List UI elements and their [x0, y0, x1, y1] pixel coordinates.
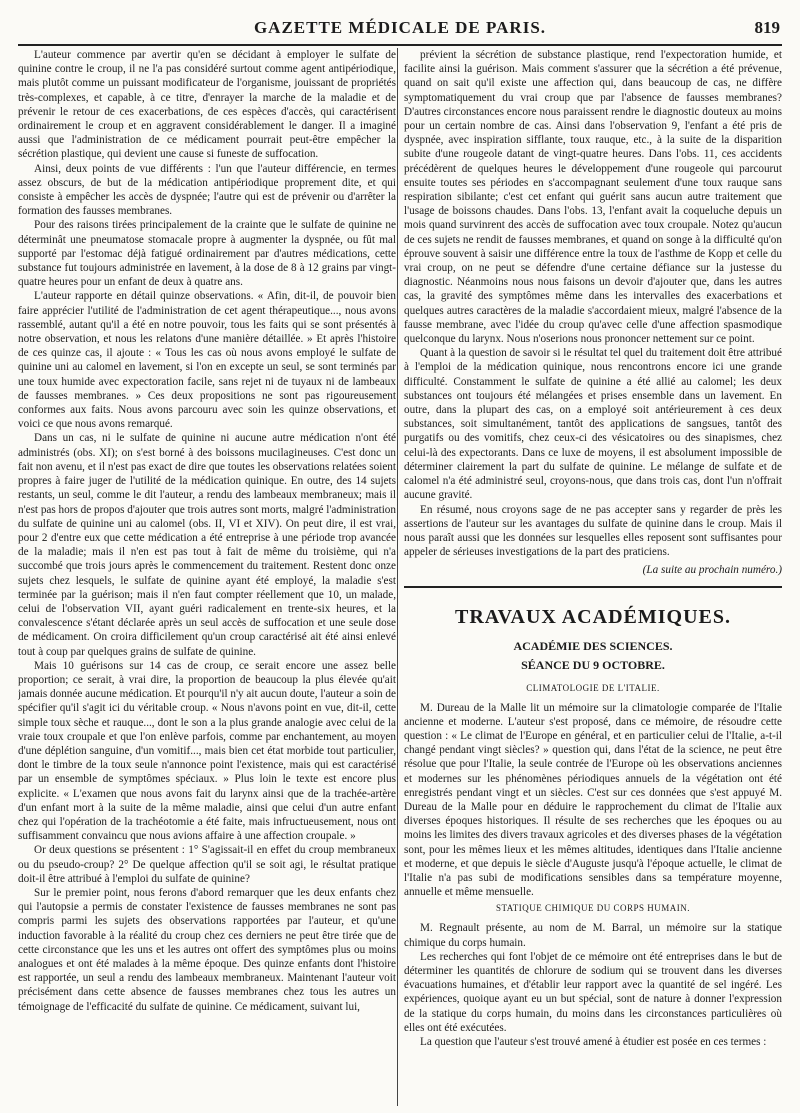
section-rule — [404, 586, 782, 588]
paragraph: Mais 10 guérisons sur 14 cas de croup, ce serait encore une assez belle proportion; ce serait, à vrai dire, la proportion de beaucoup la plus élevée qu'ait jamais donnée aucune médication. Et pourqu'il n'y ait aucun doute, l'auteur a soin de spécifier qu'il s'agit ici du véritable croup. « Nous n'avons point en vue, dit-il, cette simple toux sèche et rauque..., dont le son a la plus grande analogie avec celui de la vraie toux croupale et que l'on enlève parfois, comme par enchantement, au moyen d'une déplétion sanguine, d'un vomitif..., mais bien cet état morbide tout particulier, dont le timbre de la toux seule n'annonce point l'existence, mais qui est caractérisé par un ensemble de symptômes spéciaux. » Plus loin le texte est encore plus explicite. « L'examen que nous avons fait du larynx ainsi que de la trachée-artère d'un enfant mort à la suite de la même maladie, ainsi que celui d'un autre enfant chez qui l'opération de la trachéotomie a été faite, mais infructueusement, nous ont suffisamment convaincu que nous avions affaire à une affection croupale. » — [18, 659, 396, 843]
section-title: TRAVAUX ACADÉMIQUES. — [455, 605, 731, 628]
paragraph: Pour des raisons tirées principalement de la crainte que le sulfate de quinine ne déterminât une pneumatose stomacale propre à augmenter la dyspnée, ou fût mal supporté par l'estomac déjà fatigué ordinairement par d'autres médications, cette substance fut toujours administrée en lavement, à la dose de 8 à 12 grains par vingt-quatre heures pour un enfant de deux à quatre ans. — [18, 219, 396, 289]
left-column — [18, 48, 396, 1106]
right-column — [404, 48, 782, 1106]
subheading-climatology: CLIMATOLOGIE DE L'ITALIE. — [526, 682, 660, 693]
paragraph: Les recherches qui font l'objet de ce mémoire ont été entreprises dans le but de déterminer les quantités de chlorure de sodium qui se trouvent dans les diverses évacuations humaines, et d'établir leur rapport avec la quantité de sel ingéré. Les expériences, quoique ayant eu un but spécial, sont de nature à donner l'expression de la statique du corps humain, du moins dans les circonstances particulières où elles ont été exécutées. — [404, 950, 782, 1034]
paragraph: En résumé, nous croyons sage de ne pas accepter sans y regarder de près les assertions de l'auteur sur les avantages du sulfate de quinine dans le croup. Mais il nous paraît aussi que les données sur lesquelles elles reposent sont suffisantes pour appeler de sérieuses investigations de la part des praticiens. — [404, 503, 782, 559]
page-number: 819 — [754, 18, 780, 37]
paragraph: L'auteur rapporte en détail quinze observations. « Afin, dit-il, de pouvoir bien faire apprécier l'utilité de l'administration de cet agent thérapeutique..., nous avons rassemblé, autant qu'il a été en notre pouvoir, tous les faits qui se sont présentés à notre observation, et nous les relatons d'une manière détaillée. » Et après l'histoire de ces quinze cas, il ajoute : « Tous les cas où nous avons employé le sulfate de quinine uni au calomel en lavement, si l'on en excepte un seul, se sont terminés par une toux humide avec expectoration facile, sans rejet ni de tuyaux ni de lambeaux de fausses membranes. » Ces deux propositions ne sont pas rigoureusement conformes aux faits. Nous avons parcouru avec soin les quinze observations, et voici ce que nous avons remarqué. — [18, 290, 396, 431]
paragraph: Or deux questions se présentent : 1° S'agissait-il en effet du croup membraneux ou du pseudo-croup? 2° De quelque affection qu'il se soit agi, le résultat pratique doit-il être attribué à l'emploi du sulfate de quinine? — [18, 844, 396, 885]
paragraph: prévient la sécrétion de substance plastique, rend l'expectoration humide, et facilite ainsi la guérison. Mais comment s'assurer que la sécrétion a été prévenue, quand on sait qu'il existe une affection qui, dans beaucoup de cas, ne diffère symptomatiquement du vrai croup que par l'absence de fausses membranes? D'autres circonstances encore nous paraissent rendre le diagnostic douteux au moins pour un certain nombre de cas. Ainsi dans l'observation 9, l'enfant a été pris de dyspnée, avec inspiration sifflante, toux rauque, etc., à la suite de la disparition subite d'une rougeole datant de vingt-quatre heures. Dans l'obs. 11, ces accidents précédèrent de quelques heures le développement d'une rougeole qui parcourut ensuite toutes ses périodes en s'accompagnant seulement d'une toux rauque sans respiration sibilante; c'est cet enfant qui guérit sans aucun autre traitement que l'usage de boissons chaudes. Dans l'obs. 13, l'enfant avait la coqueluche depuis un mois quand survinrent des accès de suffocation avec toux croupale. Notez qu'aucun de ces sujets ne rendit de fausses membranes, et quand on songe à la difficulté qu'on éprouve souvent à saisir une différence entre la toux de l'asthme de Kopp et celle du vrai croup, on ne peut se défendre d'une certaine défiance sur la justesse du diagnostic. Néanmoins nous nous faisons un devoir d'ajouter que, dans les autres cas, la gravité des symptômes même dans les intervalles des exacerbations et quelques autres caractères de la maladie s'accordaient mieux, malgré l'absence de la fausse membrane, avec l'idée du croup qu'avec celle d'une affection spasmodique quelconque du larynx. Nous n'oserions nous prononcer nettement sur ce point. — [404, 49, 782, 346]
academy-heading: ACADÉMIE DES SCIENCES. — [513, 638, 673, 653]
paragraph: Quant à la question de savoir si le résultat tel quel du traitement doit être attribué à l'emploi de la médication quinique, nous rencontrons encore ici une grande difficulté. Constamment le sulfate de quinine a été allié au calomel; les deux substances ont toujours été mélangées et prises ensemble dans un lavement. En outre, dans la plupart des cas, on a employé soit antérieurement à ces deux substances, soit simultanément, tantôt des applications de sangsues, tantôt des purgatifs ou des vomitifs, chez ceux-ci des vésicatoires ou des sinapismes, chez celui-là des expectorants. Dans ce luxe de moyens, il est absolument impossible de déterminer clairement la part du sulfate de quinine. Le mélange de sulfate et de calomel n'a été administré seul, croyons-nous, que dans trois cas, dont l'un n'offrait aucune gravité. — [404, 347, 782, 502]
paragraph: M. Regnault présente, au nom de M. Barral, un mémoire sur la statique chimique du corps humain. — [404, 922, 782, 949]
subheading-statics: STATIQUE CHIMIQUE DU CORPS HUMAIN. — [495, 903, 691, 914]
paragraph: La question que l'auteur s'est trouvé amené à étudier est posée en ces termes : — [420, 1035, 767, 1048]
column-divider — [397, 48, 398, 1106]
page-header — [18, 14, 782, 46]
paragraph: Ainsi, deux points de vue différents : l'un que l'auteur différencie, en termes assez obscurs, de but de la médication antipériodique proprement dite, et qui consiste à empêcher les accès de dyspnée; l'autre qui est de prévenir ou d'arrêter la formation des fausses membranes. — [18, 162, 396, 218]
paragraph: M. Dureau de la Malle lit un mémoire sur la climatologie comparée de l'Italie ancienne et moderne. L'auteur s'est proposé, dans ce mémoire, de résoudre cette question : « Le climat de l'Europe en général, et en particulier celui de l'Italie, a-t-il changé pendant vingt siècles? » question qui, dans l'état de la science, ne peut être résolue que pour l'Italie, la seule contrée de l'Europe où les observations anciennes et modernes sur les phénomènes périodiques annuels de la végétation ont été enregistrés pendant vingt et un siècles. C'est sur ces données que s'est appuyé M. Dureau de la Malle pour en déduire le rapprochement du climat de l'Italie aux diverses époques historiques. Il résulte de ses recherches que les époques ou au moins les limites des divers travaux agricoles et des diverses phases de la végétation sont, pour les mêmes lieux et les mêmes altitudes, identiques dans l'Italie ancienne et moderne, et que depuis le siècle d'Auguste jusqu'à l'époque actuelle, le climat de l'Italie n'a pas subi de modifications sensibles dans sa température moyenne, annuelle et même mensuelle. — [404, 701, 782, 899]
seance-heading: SÉANCE DU 9 OCTOBRE. — [521, 657, 665, 672]
paragraph: L'auteur commence par avertir qu'en se décidant à employer le sulfate de quinine contre le croup, il ne l'a pas considéré surtout comme agent antipériodique, mais plutôt comme un puissant modificateur de l'organisme, jouissant de propriétés très-complexes, et capable, à ce titre, d'enrayer la marche de la maladie et de prévenir le retour de ces exacerbations, de ces espèces d'accès, qui caractérisent ordinairement le croup et en aggravent considérablement le danger. Il a imaginé aussi que l'administration de ce médicament pourrait peut-être empêcher la sécrétion plastique, qui devient une cause si funeste de suffocation. — [18, 49, 396, 161]
paragraph: Dans un cas, ni le sulfate de quinine ni aucune autre médication n'ont été administrés (obs. XI); on s'est borné à des boissons mucilagineuses. C'est donc un fait non avenu, et il n'est pas exact de dire que toutes les observations relatées soient propres à faire juger de l'utilité de la médication quinique. En outre, des 14 sujets restants, un seul, comme le dit l'auteur, a rendu des lambeaux membraneux; mais il n'est pas hors de propos d'ajouter que trois autres sont morts, malgré l'administration du sulfate de quinine uni au calomel (obs. II, VI et XIV). On peut dire, il est vrai, pour 2 d'entre eux que cette médication a été entreprise à une période trop avancée de la maladie; mais il n'en est pas tout à fait de même du troisième, qui n'a succombé que trois jours après le commencement du traitement. Restent donc onze sujets chez lesquels, le sulfate de quinine ayant été employé, la maladie s'est terminée par la guérison; mais il n'en faut compter réellement que 10, un malade, celui de l'observation VII, ayant guéri radicalement en trente-six heures, et la convalescence s'étant déclarée après un seul accès de suffocation et une seule dose de médicament. On croira difficilement qu'un croup caractérisé ait été ainsi enlevé tout à coup par quelques grains de sulfate de quinine. — [18, 432, 396, 658]
journal-title: GAZETTE MÉDICALE DE PARIS. — [253, 18, 547, 37]
paragraph: Sur le premier point, nous ferons d'abord remarquer que les deux enfants chez qui l'autopsie a permis de constater l'existence de fausses membranes ne sont pas compris parmi les sujets des observations rapportées par l'auteur, et qu'une induction favorable à la réalité du croup chez ces derniers ne peut être tirée que de cette circonstance que les uns et les autres ont offert des symptômes plus ou moins analogues et ont été malades à la même époque. Des quinze enfants dont l'histoire est rapportée, un seul a rendu des lambeaux membraneux. Maintenant l'auteur voit précisément dans cette absence de fausses membranes chez tous les autres un témoignage de l'efficacité du sulfate de quinine. Ce médicament, suivant lui, — [18, 886, 396, 1013]
continuation-note: (La suite au prochain numéro.) — [642, 564, 782, 577]
